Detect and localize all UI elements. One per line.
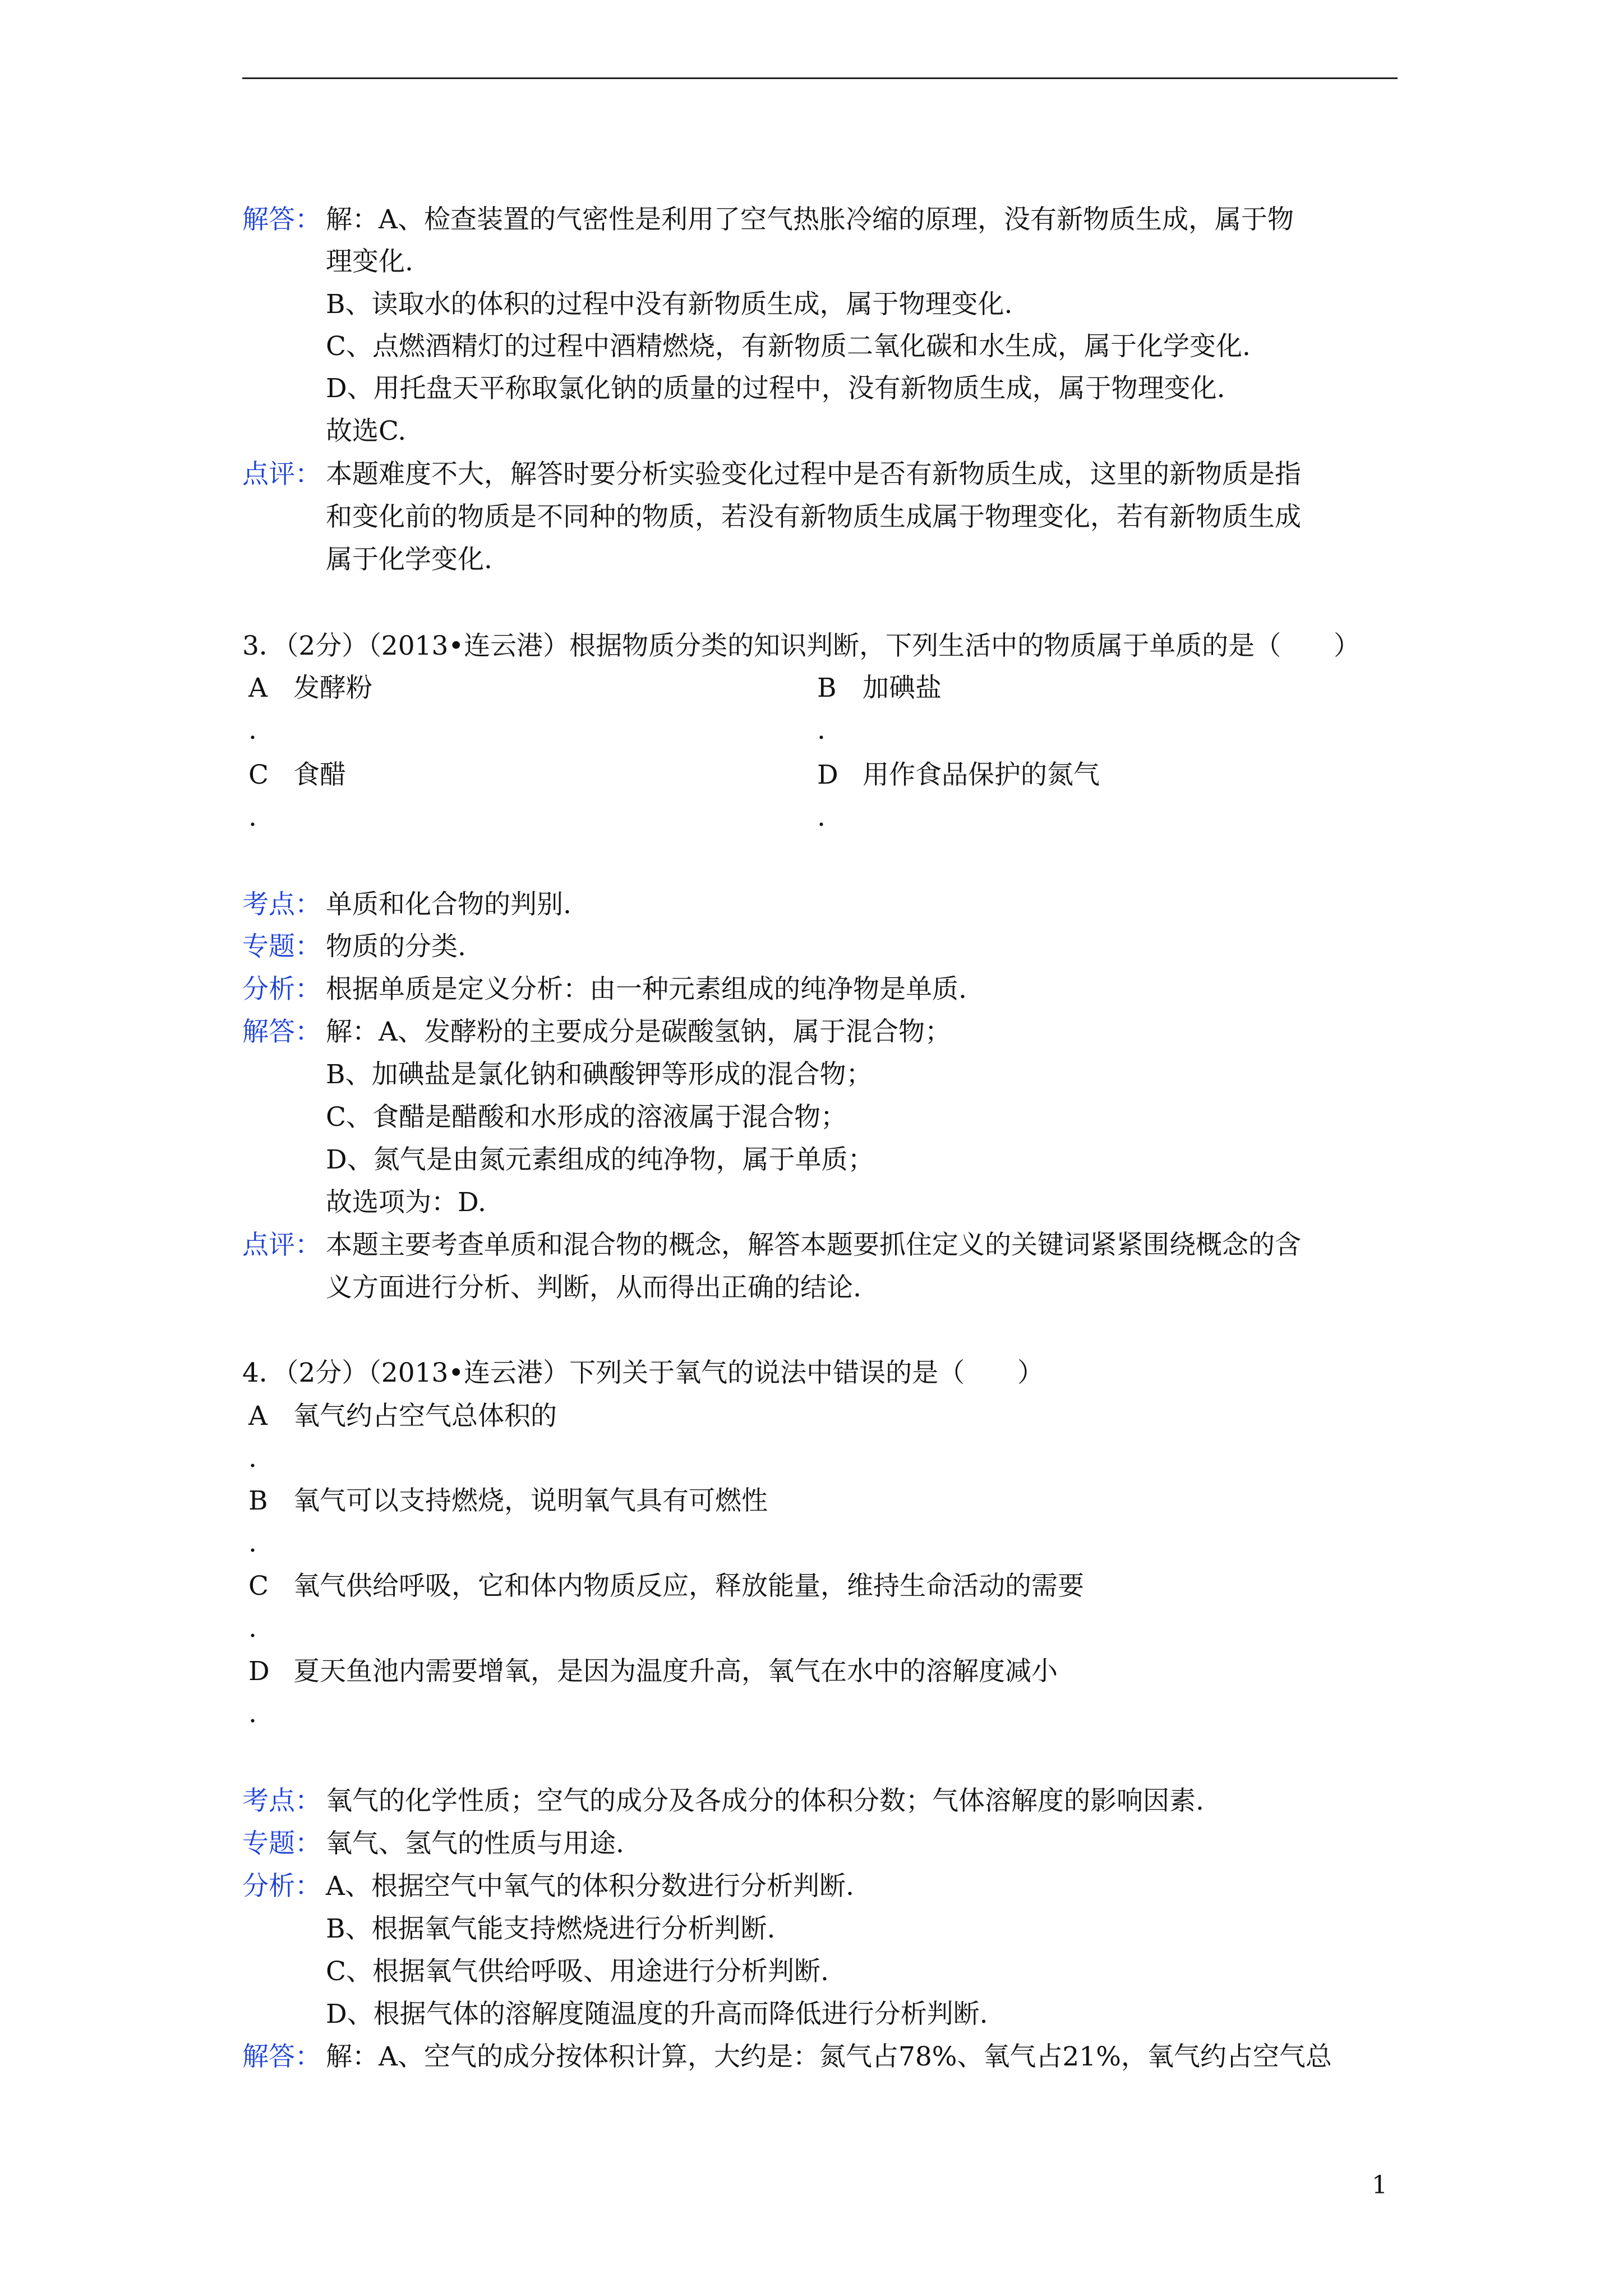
q4-answer-label: 解答： <box>242 2041 321 2072</box>
q3-answer-line: 解：A、发酵粉的主要成分是碳酸氢钠，属于混合物； <box>326 1016 951 1047</box>
q4-stem: 4．（2分）（2013•连云港）下列关于氧气的说法中错误的是（ ） <box>242 1358 1044 1388</box>
q3-analysis: 根据单质是定义分析：由一种元素组成的纯净物是单质. <box>326 974 967 1005</box>
q3-answer-line: B、加碘盐是氯化钠和碘酸钾等形成的混合物； <box>326 1059 873 1090</box>
q3-point-label: 考点： <box>242 889 321 920</box>
page-number: 1 <box>1372 2171 1387 2200</box>
q4-option-letter: D <box>248 1656 270 1687</box>
q4-option-text: 氧气供给呼吸，它和体内物质反应，释放能量，维持生命活动的需要 <box>293 1571 1084 1602</box>
q2-comment-label: 点评： <box>242 459 321 490</box>
q4-analysis-line: A、根据空气中氧气的体积分数进行分析判断. <box>326 1871 854 1902</box>
q4-option-text: 氧气约占空气总体积的 <box>293 1401 557 1432</box>
q4-analysis-line: B、根据氧气能支持燃烧进行分析判断. <box>326 1913 776 1944</box>
q3-option-dot: . <box>248 802 257 832</box>
q3-answer-label: 解答： <box>242 1016 321 1047</box>
q3-comment-line: 义方面进行分析、判断，从而得出正确的结论. <box>326 1272 861 1303</box>
q3-analysis-label: 分析： <box>242 974 321 1005</box>
q4-option-dot: . <box>248 1527 257 1558</box>
q3-answer-line: D、氮气是由氮元素组成的纯净物，属于单质； <box>326 1144 874 1175</box>
q2-answer-line: B、读取水的体积的过程中没有新物质生成，属于物理变化. <box>326 289 1013 320</box>
q3-option-dot: . <box>817 715 826 746</box>
q3-stem: 3．（2分）（2013•连云港）根据物质分类的知识判断，下列生活中的物质属于单质的是（ ） <box>242 631 1361 661</box>
q4-option-dot: . <box>248 1613 257 1644</box>
q4-option-letter: C <box>248 1571 269 1602</box>
q4-topic: 氧气、氢气的性质与用途. <box>326 1828 624 1859</box>
q4-option-text: 氧气可以支持燃烧，说明氧气具有可燃性 <box>293 1485 768 1516</box>
q4-option-letter: A <box>248 1401 268 1432</box>
q2-answer-line: C、点燃酒精灯的过程中酒精燃烧，有新物质二氧化碳和水生成，属于化学变化. <box>326 331 1251 362</box>
q3-option-letter: A <box>248 673 268 703</box>
q4-analysis-label: 分析： <box>242 1871 321 1902</box>
q4-option-text: 夏天鱼池内需要增氧，是因为温度升高，氧气在水中的溶解度减小 <box>293 1656 1058 1687</box>
header-rule <box>242 77 1398 79</box>
q2-comment-line: 和变化前的物质是不同种的物质，若没有新物质生成属于物理变化，若有新物质生成 <box>326 501 1301 532</box>
q2-comment-line: 本题难度不大，解答时要分析实验变化过程中是否有新物质生成，这里的新物质是指 <box>326 459 1301 490</box>
q4-point: 氧气的化学性质；空气的成分及各成分的体积分数；气体溶解度的影响因素. <box>326 1786 1204 1816</box>
q3-option-text: 发酵粉 <box>293 673 372 703</box>
q3-option-text: 用作食品保护的氮气 <box>863 760 1100 790</box>
q4-topic-label: 专题： <box>242 1828 321 1859</box>
q2-answer-line: 理变化. <box>326 246 413 277</box>
q3-comment-label: 点评： <box>242 1230 321 1260</box>
q4-analysis-line: C、根据氧气供给呼吸、用途进行分析判断. <box>326 1956 829 1987</box>
q3-option-text: 加碘盐 <box>863 673 942 703</box>
q2-answer-line: 解：A、检查装置的气密性是利用了空气热胀冷缩的原理，没有新物质生成，属于物 <box>326 204 1294 235</box>
q4-option-dot: . <box>248 1698 257 1729</box>
q3-option-dot: . <box>248 715 257 746</box>
q4-answer-line: 解：A、空气的成分按体积计算，大约是：氮气占78%、氧气占21%，氧气约占空气总 <box>326 2041 1332 2072</box>
q3-option-letter: B <box>817 673 837 703</box>
q2-answer-line: D、用托盘天平称取氯化钠的质量的过程中，没有新物质生成，属于物理变化. <box>326 373 1225 404</box>
q3-answer-line: 故选项为：D. <box>326 1187 486 1218</box>
q4-point-label: 考点： <box>242 1786 321 1816</box>
q3-comment-line: 本题主要考查单质和混合物的概念，解答本题要抓住定义的关键词紧紧围绕概念的含 <box>326 1230 1301 1260</box>
q3-point: 单质和化合物的判别. <box>326 889 571 920</box>
q3-option-letter: C <box>248 760 269 790</box>
q3-topic-label: 专题： <box>242 931 321 962</box>
q3-answer-line: C、食醋是醋酸和水形成的溶液属于混合物； <box>326 1102 847 1133</box>
q2-comment-line: 属于化学变化. <box>326 544 492 575</box>
q3-option-letter: D <box>817 760 838 790</box>
q3-topic: 物质的分类. <box>326 931 466 962</box>
q2-answer-label: 解答： <box>242 204 321 235</box>
q3-option-text: 食醋 <box>293 760 346 790</box>
q3-option-dot: . <box>817 802 826 832</box>
q2-answer-line: 故选C. <box>326 416 407 447</box>
q4-option-letter: B <box>248 1485 268 1516</box>
q4-analysis-line: D、根据气体的溶解度随温度的升高而降低进行分析判断. <box>326 1999 988 2030</box>
q4-option-dot: . <box>248 1443 257 1474</box>
